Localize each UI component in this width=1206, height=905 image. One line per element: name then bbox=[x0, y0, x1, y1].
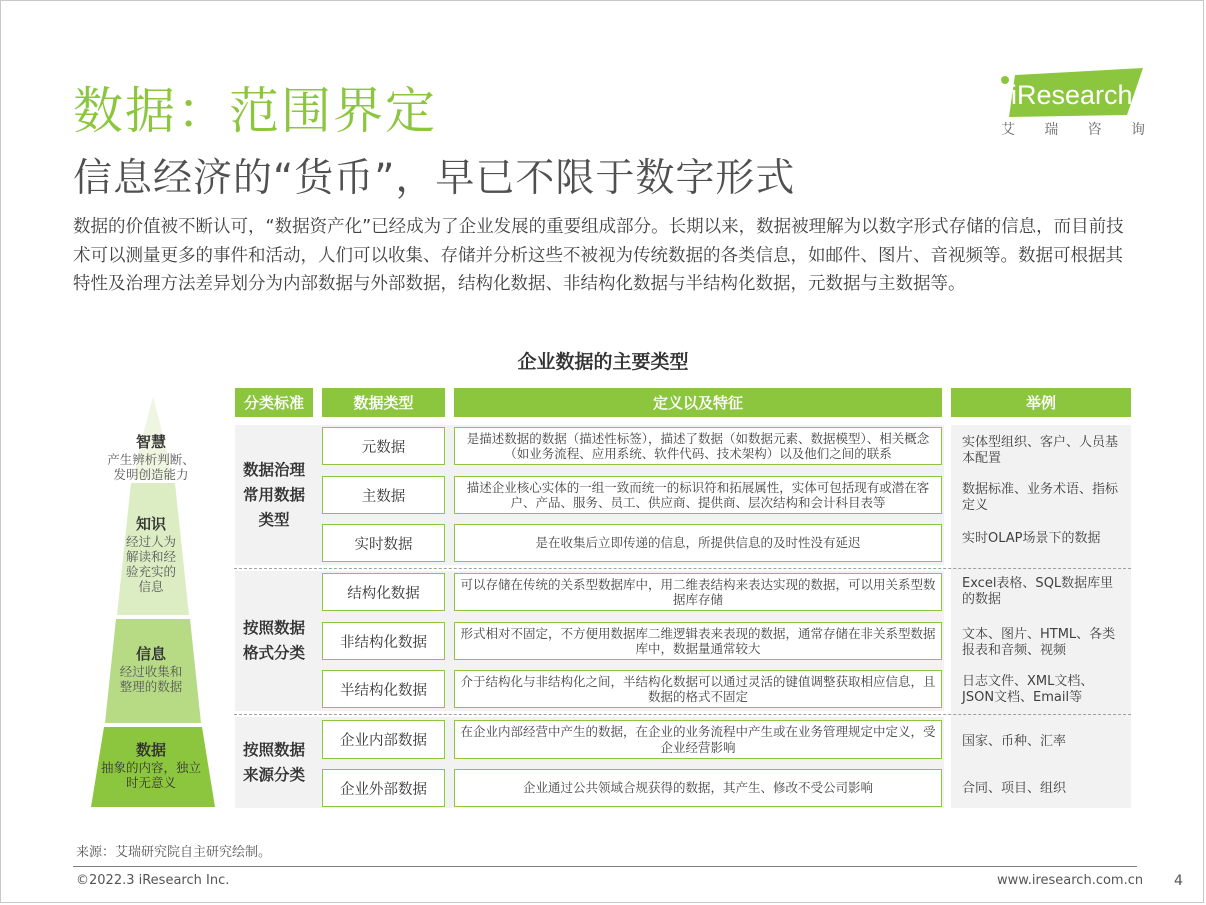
table-title: 企业数据的主要类型 bbox=[517, 351, 689, 373]
pyramid-data: 数据 抽象的内容，独立 时无意义 bbox=[100, 741, 201, 790]
example-metadata: 实体型组织、客户、人员基本配置 bbox=[962, 435, 1119, 466]
intro-paragraph: 数据的价值被不断认可，“数据资产化”已经成为了企业发展的重要组成部分。长期以来，数据被理解为以数字形式存储的信息，而目前技术可以测量更多的事件和活动，人们可以收集、存储并分析这些不被视为传统数据的各类信息，如邮件、图片、音视频等。数据可根据其特性及治理方法差异划分为内部数据与外部数据，结构化数据、非结构化数据与半结构化数据，元数据与主数据等。 bbox=[73, 217, 1124, 294]
source-note: 来源：艾瑞研究院自主研究绘制。 bbox=[76, 845, 272, 860]
type-metadata: 元数据 bbox=[322, 427, 445, 465]
example-master-data: 数据标准、业务术语、指标定义 bbox=[962, 482, 1119, 513]
footer-divider bbox=[73, 866, 1137, 867]
copyright: ©2022.3 iResearch Inc. bbox=[76, 873, 230, 888]
type-external-data: 企业外部数据 bbox=[322, 769, 445, 807]
type-internal-data: 企业内部数据 bbox=[322, 720, 445, 759]
def-structured-data: 可以存储在传统的关系型数据库中，用二维表结构来表达实现的数据，可以用关系型数据库存储 bbox=[454, 573, 942, 611]
group-divider bbox=[234, 568, 1131, 569]
svg-text:iResearch: iResearch bbox=[1011, 80, 1133, 110]
type-master-data: 主数据 bbox=[322, 476, 445, 514]
example-unstructured-data: 文本、图片、HTML、各类报表和音频、视频 bbox=[962, 627, 1116, 658]
example-realtime-data: 实时OLAP场景下的数据 bbox=[962, 531, 1101, 546]
example-semistructured-data: 日志文件、XML文档、JSON文档、Email等 bbox=[962, 674, 1094, 705]
logo-cn-text: 艾 瑞 咨 询 bbox=[1001, 122, 1145, 138]
example-structured-data: Excel表格、SQL数据库里的数据 bbox=[962, 576, 1114, 607]
header-category: 分类标准 bbox=[235, 388, 313, 417]
group-divider bbox=[234, 714, 1131, 715]
def-internal-data: 在企业内部经营中产生的数据，在企业的业务流程中产生或在业务管理规定中定义，受企业经营影响 bbox=[454, 720, 942, 759]
type-semistructured-data: 半结构化数据 bbox=[322, 670, 445, 708]
pyramid-information: 信息 经过收集和 整理的数据 bbox=[119, 645, 183, 694]
type-structured-data: 结构化数据 bbox=[322, 573, 445, 611]
header-data-type: 数据类型 bbox=[322, 388, 445, 417]
def-external-data: 企业通过公共领域合规获得的数据，其产生、修改不受公司影响 bbox=[454, 769, 942, 807]
example-external-data: 合同、项目、组织 bbox=[962, 781, 1067, 796]
def-semistructured-data: 介于结构化与非结构化之间，半结构化数据可以通过灵活的键值调整获取相应信息，且数据的格式不固定 bbox=[454, 670, 942, 708]
def-master-data: 描述企业核心实体的一组一致而统一的标识符和拓展属性，实体可包括现有或潜在客户、产品、服务、员工、供应商、提供商、层次结构和会计科目表等 bbox=[454, 476, 942, 514]
website-link[interactable]: www.iresearch.com.cn bbox=[997, 873, 1144, 888]
pyramid-knowledge: 知识 经过人为 解读和经 验充实的 信息 bbox=[125, 515, 176, 594]
group-label-governance: 数据治理 常用数据 类型 bbox=[242, 460, 305, 529]
group-label-source: 按照数据 来源分类 bbox=[242, 740, 305, 784]
type-unstructured-data: 非结构化数据 bbox=[322, 622, 445, 660]
type-realtime-data: 实时数据 bbox=[322, 524, 445, 562]
page-title: 数据：范围界定 bbox=[73, 82, 437, 140]
header-definition: 定义以及特征 bbox=[454, 388, 942, 417]
example-internal-data: 国家、币种、汇率 bbox=[962, 734, 1067, 749]
def-unstructured-data: 形式相对不固定，不方便用数据库二维逻辑表来表现的数据，通常存储在非关系型数据库中，数据量通常较大 bbox=[454, 622, 942, 660]
header-example: 举例 bbox=[951, 388, 1131, 417]
page-subtitle: 信息经济的“货币”，早已不限于数字形式 bbox=[73, 156, 796, 201]
def-realtime-data: 是在收集后立即传递的信息，所提供信息的及时性没有延迟 bbox=[454, 524, 942, 562]
def-metadata: 是描述数据的数据（描述性标签），描述了数据（如数据元素、数据模型）、相关概念（如业务流程、应用系统、软件代码、技术架构）以及他们之间的联系 bbox=[454, 427, 942, 465]
page-number: 4 bbox=[1174, 873, 1183, 889]
pyramid-wisdom: 智慧 产生辨析判断、 发明创造能力 bbox=[107, 433, 195, 482]
group-label-format: 按照数据 格式分类 bbox=[242, 619, 305, 662]
